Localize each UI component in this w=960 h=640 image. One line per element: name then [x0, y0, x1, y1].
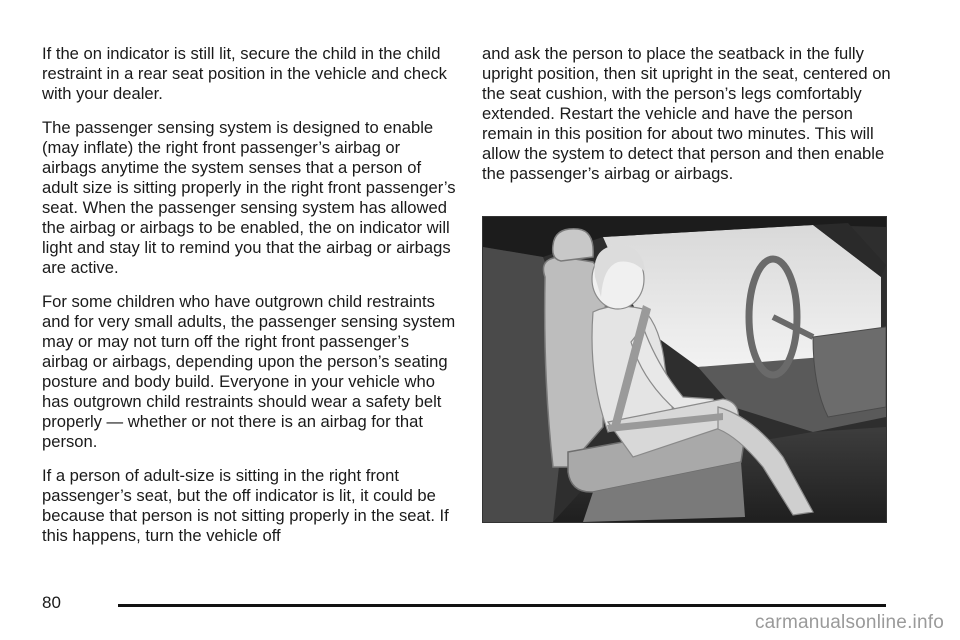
- paragraph: If a person of adult-size is sitting in the right front passenger’s seat, but the off indicator is lit, it could be because that person is not sitting properly in the seat. If this happens, turn the vehicle off: [42, 466, 449, 545]
- paragraph: If the on indicator is still lit, secure the child in the child restraint in a rear seat position in the vehicle and check with your dealer.: [42, 44, 447, 103]
- right-text-column: [482, 44, 897, 198]
- footer-divider: [118, 604, 886, 607]
- seated-passenger-illustration-icon: [483, 217, 886, 522]
- left-text-column: [42, 44, 457, 560]
- page-number: 80: [42, 593, 61, 612]
- paragraph: and ask the person to place the seatback in the fully upright position, then sit upright in the seat, centered on the seat cushion, with the person’s legs comfortably extended. Restart the vehicle and have the person remain in this position for about two minutes. This will allow the system to detect that person and then enable the passenger’s airbag or airbags.: [482, 44, 891, 183]
- watermark: carmanualsonline.info: [754, 612, 944, 633]
- paragraph: For some children who have outgrown child restraints and for very small adults, the passenger sensing system may or may not turn off the right front passenger’s airbag or airbags, depending upon the person’s seating posture and body build. Everyone in your vehicle who has outgrown child restraints should wear a safety belt properly — whether or not there is an airbag for that person.: [42, 292, 456, 451]
- paragraph: The passenger sensing system is designed to enable (may inflate) the right front passenger’s airbag or airbags anytime the system senses that a person of adult size is sitting properly in the right front passenger’s seat. When the passenger sensing system has allowed the airbag or airbags to be enabled, the on indicator will light and stay lit to remind you that the airbag or airbags are active.: [42, 118, 456, 277]
- passenger-seated-illustration: [482, 216, 887, 523]
